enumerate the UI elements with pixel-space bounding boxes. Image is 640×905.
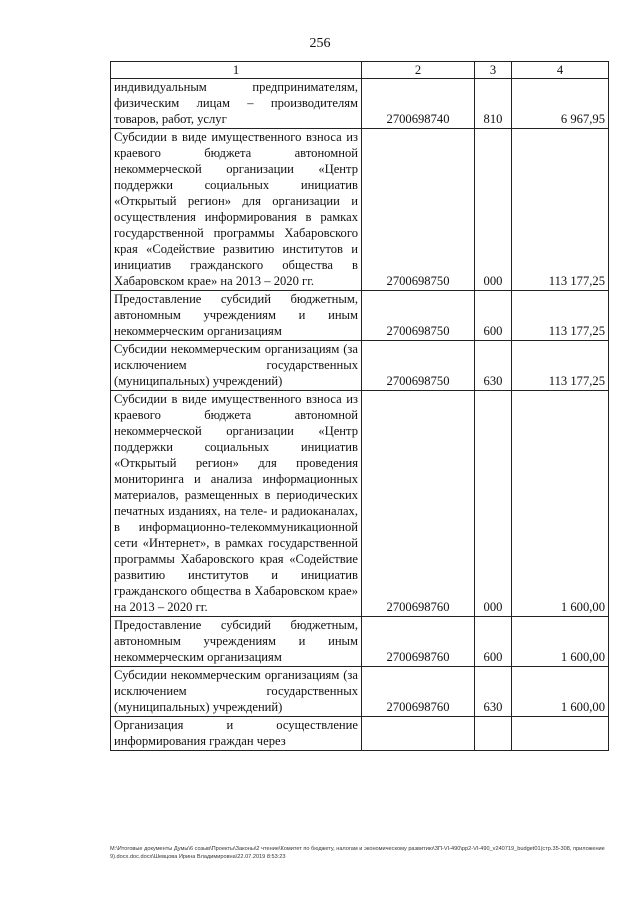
row-code: 2700698750 — [362, 291, 475, 341]
row-type: 630 — [475, 667, 512, 717]
table-row — [111, 79, 609, 129]
row-name: индивидуальным предпринимателям, физическим лицам – производителям товаров, работ, услуг — [111, 79, 362, 129]
row-code: 2700698740 — [362, 79, 475, 129]
row-amount: 6 967,95 — [512, 79, 609, 129]
row-amount — [512, 717, 609, 751]
row-type — [475, 717, 512, 751]
row-code: 2700698760 — [362, 391, 475, 617]
row-code — [362, 717, 475, 751]
row-amount: 113 177,25 — [512, 341, 609, 391]
row-name: Организация и осуществление информирования граждан через — [111, 717, 362, 751]
row-type: 810 — [475, 79, 512, 129]
row-code: 2700698750 — [362, 341, 475, 391]
row-name: Субсидии некоммерческим организациям (за исключением государственных (муниципальных) учреждений) — [111, 667, 362, 717]
row-name: Субсидии в виде имущественного взноса из краевого бюджета автономной некоммерческой организации «Центр поддержки социальных инициатив «Открытый регион» для проведения мониторинга и анализа информационных материалов, размещенных в периодических печатных изданиях, на теле- и радиоканалах, в информационно-телекоммуникационной сети «Интернет», в рамках государственной программы Хабаровского края «Содействие развитию институтов и инициатив гражданского общества в Хабаровском крае» на 2013 – 2020 гг. — [111, 391, 362, 617]
row-amount: 1 600,00 — [512, 391, 609, 617]
row-type: 600 — [475, 617, 512, 667]
table-row — [111, 341, 609, 391]
row-type: 000 — [475, 391, 512, 617]
table-header-row — [111, 62, 609, 79]
table-row — [111, 717, 609, 751]
table-row — [111, 129, 609, 291]
table-row — [111, 617, 609, 667]
document-path-footer: M:\Итоговые документы Думы\6 созыв\Проекты\Законы\2 чтение\Комитет по бюджету, налогам и экономическому развитию\ЗП-VI-490\рр2-VI-490_v240719_budget01(стр.35-308, приложение 9).docx.doc.docx\Шевцова Ирина Владимировна\22.07.2019 8:53:23 — [110, 846, 605, 860]
column-header-4: 4 — [512, 62, 609, 79]
table-row — [111, 291, 609, 341]
row-amount: 1 600,00 — [512, 617, 609, 667]
row-amount: 1 600,00 — [512, 667, 609, 717]
row-type: 000 — [475, 129, 512, 291]
column-header-1: 1 — [111, 62, 362, 79]
row-name: Субсидии в виде имущественного взноса из краевого бюджета автономной некоммерческой организации «Центр поддержки социальных инициатив «Открытый регион» для организации и осуществления информирования в рамках государственной программы Хабаровского края «Содействие развитию институтов и инициатив гражданского общества в Хабаровском крае» на 2013 – 2020 гг. — [111, 129, 362, 291]
row-code: 2700698760 — [362, 667, 475, 717]
row-type: 630 — [475, 341, 512, 391]
row-code: 2700698750 — [362, 129, 475, 291]
table-row — [111, 667, 609, 717]
row-type: 600 — [475, 291, 512, 341]
page-number: 256 — [309, 36, 331, 51]
column-header-3: 3 — [475, 62, 512, 79]
row-name: Предоставление субсидий бюджетным, автономным учреждениям и иным некоммерческим организациям — [111, 617, 362, 667]
row-amount: 113 177,25 — [512, 291, 609, 341]
table-row — [111, 391, 609, 617]
budget-table — [110, 61, 609, 751]
row-code: 2700698760 — [362, 617, 475, 667]
row-name: Предоставление субсидий бюджетным, автономным учреждениям и иным некоммерческим организациям — [111, 291, 362, 341]
row-amount: 113 177,25 — [512, 129, 609, 291]
column-header-2: 2 — [362, 62, 475, 79]
row-name: Субсидии некоммерческим организациям (за исключением государственных (муниципальных) учреждений) — [111, 341, 362, 391]
